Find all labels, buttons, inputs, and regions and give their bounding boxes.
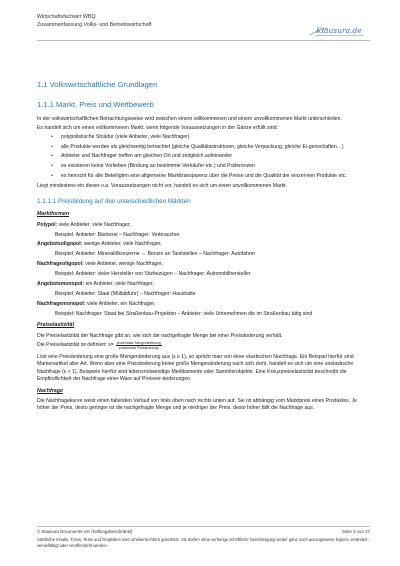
footer-divider: [37, 526, 370, 527]
market-label: Nachfragemonopol:: [37, 300, 86, 307]
formula-fraction: [116, 341, 162, 350]
list-item: • es existieren keine Vorlieben (Bindung an bestimmte Verkäufer etc.) und Präferenzen: [51, 163, 370, 170]
list-item: • alle Produkte werden als gleichwertig betrachtet (gleiche Qualitätsstrukturen, gleiche Verpackung, gleiche Ei-genschaften…): [51, 144, 370, 151]
market-example: Beispiel: Anbieter: Bäckerei – Nachfrager: Verbraucher: [55, 231, 180, 238]
klausura-logo: [308, 22, 372, 38]
marktformen-heading: Marktformen: [37, 211, 70, 218]
logo-text: Klausura.de: [316, 26, 362, 35]
list-item: • polypolistische Struktur (viele Anbieter, viele Nachfrager): [51, 134, 370, 141]
list-item: • es herrscht für alle Beteiligten eine allgemeine Markttransparenz über die Preise und die Qualität der einzel-nen Produkte etc.: [51, 173, 370, 180]
elasticity-definition: Die Preiselastizität der Nachfrage gibt an, wie sich die nachgefragte Menge bei einer Preisänderung verhält.: [37, 332, 283, 339]
market-nachfragemonopol: [37, 301, 370, 308]
market-example: Beispiel: Nachfrager: Staat bei Straßenbau-Projekten – Anbieter: viele Unternehmen die im Straßenbau tätig sind: [55, 310, 313, 317]
heading-2: 1.1.1 Markt, Preis und Wettbewerb: [37, 100, 154, 109]
elasticity-formula: [37, 341, 370, 350]
market-text: ein Anbieter, viele Nachfrager,: [84, 281, 154, 288]
heading-3: 1.1.1.1 Preisbildung auf den unterschiedlichen Märkten: [37, 198, 191, 206]
market-text: viele Anbieter, ein Nachfrager,: [85, 300, 156, 307]
intro-paragraph: In der volkswirtschaftlichen Betrachtungsweise wird zwischen einem vollkommenen und einem unvollkommenen Markt unterschieden.: [37, 116, 342, 122]
intro-lead: Es handelt sich um einen vollkommenen Markt, wenn folgende Voraussetzungen in der Gänze erfüllt sind:: [37, 125, 278, 132]
market-angebotsoligopol: [37, 241, 370, 248]
market-example: Beispiel: Anbieter: Staat (Müllabfuhr) – Nachfrager: Haushalte: [55, 290, 196, 297]
formula-numerator: prozentuale Mengenänderung: [116, 340, 161, 345]
heading-1: 1.1 Volkswirtschaftliche Grundlagen: [37, 80, 158, 89]
nachfrage-heading: Nachfrage: [37, 387, 63, 394]
market-polypol: [37, 222, 370, 229]
market-text: viele Anbieter, wenige Nachfrager,: [83, 261, 164, 268]
document-body: [37, 80, 370, 413]
footer-copyright: © Klausura Documents UG (haftungsbeschränkt): [37, 529, 133, 534]
market-nachfrageoligopol: [37, 261, 370, 268]
market-angebotsmonopol: [37, 281, 370, 288]
header-divider: [37, 40, 370, 41]
list-item: • Anbieter und Nachfrager treffen am gleichen Ort und zeitgleich aufeinander: [51, 153, 370, 160]
market-label: Polypol:: [37, 221, 58, 228]
footer-copyright-notice: Sämtliche Inhalte, Fotos, Texte und Graphiken sind urheberrechtlich geschützt. Sie dürfen ohne vorherige schriftliche Genehmigung weder ganz noch auszugsweise kopiert, verändert, vervielfältigt oder veröffentlicht werden.: [37, 537, 369, 548]
page-header: [37, 13, 152, 29]
market-label: Angebotsoligopol:: [37, 241, 83, 248]
elasticity-explanation: Löst eine Preisänderung eine große Mengenänderung aus (ε ≥ 1), so spricht man von einer elastischen Nachfrage. Ein Beispiel hierfür sind Markenartikel aller Art. Wenn aber eine Preisänderung keine große Mengenänderung nach sich zieht, handelt es sich um eine unelastische Nachfrage (ε < 1). Beispiele hierfür sind lebensnotwendige Medikamente oder Sammlerobjekte. Eine Kreuzpreiselastizität beschreibt die Empfindlichkeit der Nachfrage einer Ware auf Preisver-änderungen.: [37, 353, 354, 383]
market-label: Nachfrageoligopol:: [37, 261, 84, 268]
market-conditions-list: [37, 134, 370, 181]
header-subtitle: Zusammenfassung Volks- und Betriebswirtschaft: [37, 22, 152, 28]
header-course-title: Wirtschaftsfachwirt WBQ: [37, 14, 96, 20]
market-text: wenige Anbieter, viele Nachfrager,: [82, 241, 162, 248]
demand-paragraph: Die Nachfragekurve weist einen fallenden Verlauf von links oben nach rechts unten auf. Sie ist abhängig vom Marktpreis eines Produktes. Je höher der Preis, desto geringer ist die nachgefragte Menge und je niedriger der Preis, desto höher fällt die Nachfrage aus.: [37, 398, 358, 412]
market-example: Beispiel: Anbieter: Mineralölkonzerne ⇔ Benzin an Tankstellen – Nachfrager: Autofahrer: [55, 251, 256, 258]
market-text: viele Anbieter, viele Nachfrager,: [57, 221, 131, 228]
formula-lead: Die Preiselastizität ist definiert: ε=: [37, 341, 114, 348]
market-example: Beispiel: Anbieter: vieler Hersteller von Sitzbezügen – Nachfrager: Automobilhersteller: [55, 271, 251, 278]
market-label: Angebotsmonopol:: [37, 281, 85, 288]
footer-page-number: Seite 3 von 27: [341, 529, 370, 534]
preiselastizitaet-heading: Preiselastizität: [37, 322, 75, 329]
formula-denominator: prozentuale Preisänderung: [118, 345, 159, 350]
intro-closing: Liegt mindestens ein dieser o.a. Voraussetzungen nicht vor, handelt es sich um einen unvollkommenen Markt.: [37, 182, 288, 189]
